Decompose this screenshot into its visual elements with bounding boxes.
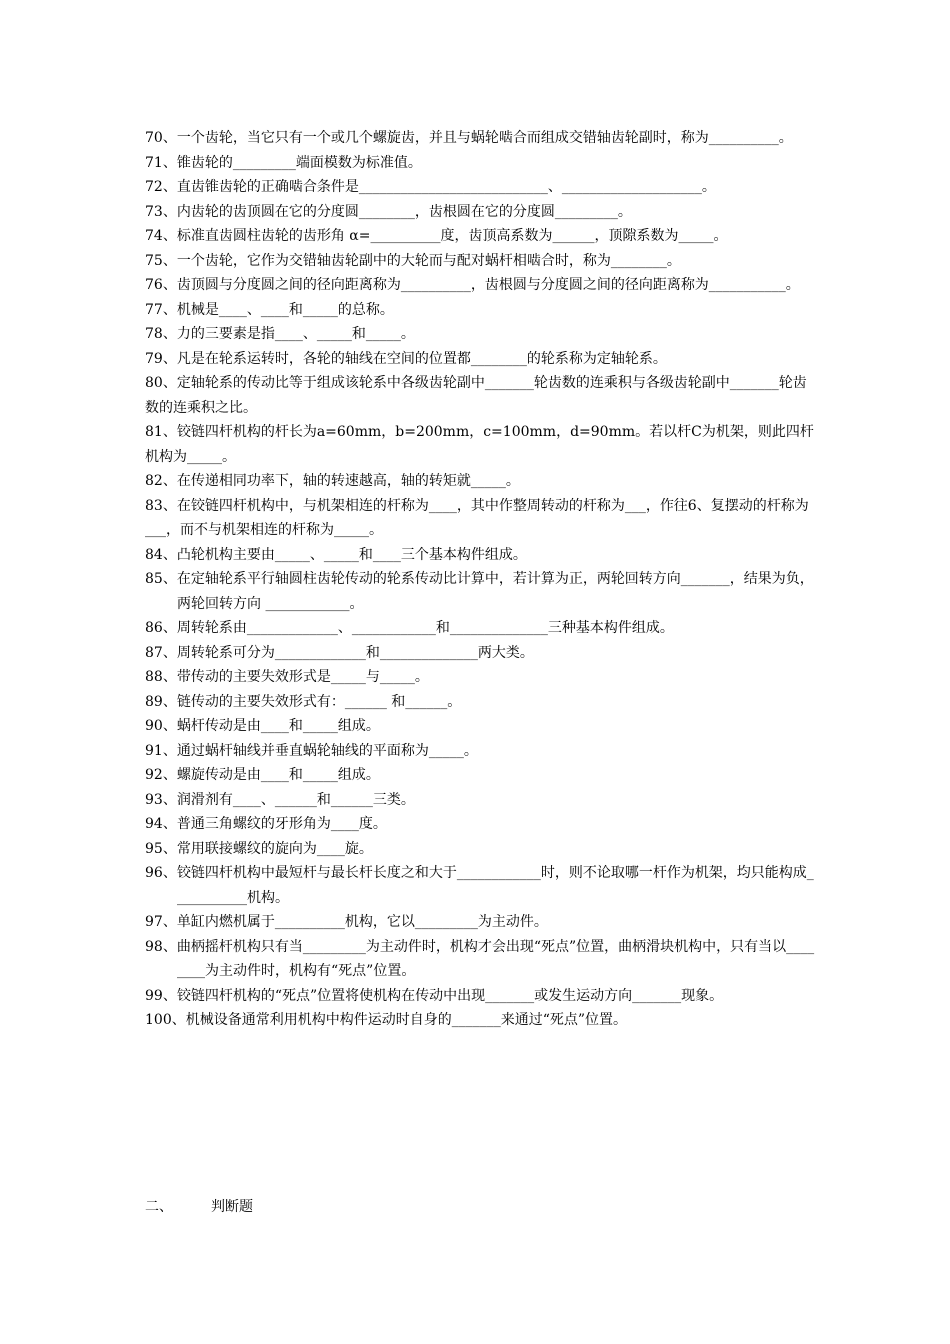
section-heading	[145, 1195, 253, 1219]
question-97: 97、单缸内燃机属于__________机构，它以_________为主动件。	[145, 914, 548, 930]
question-93: 93、润滑剂有____、______和______三类。	[145, 791, 415, 808]
question-76: 76、齿顶圆与分度圆之间的径向距离称为__________，齿根圆与分度圆之间的径向距离称为___________。	[145, 277, 800, 293]
question-77: 77、机械是____、____和_____的总称。	[145, 301, 394, 318]
question-74: 74、标准直齿圆柱齿轮的齿形角 α=__________度，齿顶高系数为______，顶隙系数为_____。	[145, 228, 728, 244]
question-98: 98、曲柄摇杆机构只有当_________为主动件时，机构才会出现“死点”位置，曲柄滑块机构中，只有当以________为主动件时，机构有“死点”位置。	[145, 938, 815, 979]
question-86: 86、周转轮系由_____________、____________和______________三种基本构件组成。	[145, 620, 674, 636]
question-73: 73、内齿轮的齿顶圆在它的分度圆________，齿根圆在它的分度圆_________。	[145, 203, 632, 220]
question-85: 85、在定轴轮系平行轴圆柱齿轮传动的轮系传动比计算中，若计算为正，两轮回转方向_______，结果为负，两轮回转方向 ____________。	[145, 571, 814, 612]
question-91: 91、通过蜗杆轴线并垂直蜗轮轴线的平面称为_____。	[145, 742, 478, 759]
question-89: 89、链传动的主要失效形式有：______ 和______。	[145, 693, 462, 710]
question-70: 70、一个齿轮，当它只有一个或几个螺旋齿，并且与蜗轮啮合而组成交错轴齿轮副时，称为__________。	[145, 130, 793, 146]
question-79: 79、凡是在轮系运转时，各轮的轴线在空间的位置都________的轮系称为定轴轮系。	[145, 350, 667, 367]
question-96: 96、铰链四杆机构中最短杆与最长杆长度之和大于____________时，则不论取哪一杆作为机架，均只能构成___________机构。	[145, 865, 814, 906]
question-78: 78、力的三要素是指____、_____和_____。	[145, 326, 415, 342]
question-72: 72、直齿锥齿轮的正确啮合条件是___________________________、____________________。	[145, 179, 716, 195]
question-80: 80、定轴轮系的传动比等于组成该轮系中各级齿轮副中_______轮齿数的连乘积与各级齿轮副中_______轮齿数的连乘积之比。	[145, 375, 807, 416]
question-94: 94、普通三角螺纹的牙形角为____度。	[145, 816, 387, 832]
question-75: 75、一个齿轮，它作为交错轴齿轮副中的大轮而与配对蜗杆相啮合时，称为________。	[145, 252, 681, 269]
question-87: 87、周转轮系可分为_____________和______________两大类。	[145, 644, 534, 661]
question-83: 83、在铰链四杆机构中，与机架相连的杆称为____，其中作整周转动的杆称为___，作往6、复摆动的杆称为___，而不与机架相连的杆称为_____。	[145, 497, 809, 538]
section-number: 二、	[145, 1199, 173, 1215]
section-title: 判断题	[211, 1199, 253, 1215]
question-list	[145, 126, 815, 1033]
question-81: 81、铰链四杆机构的杆长为a=60mm，b=200mm，c=100mm，d=90mm。若以杆C为机架，则此四杆机构为_____。	[145, 424, 814, 465]
question-95: 95、常用联接螺纹的旋向为____旋。	[145, 840, 373, 857]
question-88: 88、带传动的主要失效形式是_____与_____。	[145, 669, 429, 685]
question-100: 100、机械设备通常利用机构中构件运动时自身的_______来通过“死点”位置。	[145, 1012, 628, 1028]
question-92: 92、螺旋传动是由____和_____组成。	[145, 767, 380, 783]
question-99: 99、铰链四杆机构的“死点”位置将使机构在传动中出现_______或发生运动方向_______现象。	[145, 987, 724, 1004]
question-71: 71、锥齿轮的_________端面模数为标准值。	[145, 154, 422, 171]
question-84: 84、凸轮机构主要由_____、_____和____三个基本构件组成。	[145, 546, 527, 563]
question-82: 82、在传递相同功率下，轴的转速越高，轴的转矩就_____。	[145, 473, 520, 489]
question-90: 90、蜗杆传动是由____和_____组成。	[145, 718, 380, 734]
